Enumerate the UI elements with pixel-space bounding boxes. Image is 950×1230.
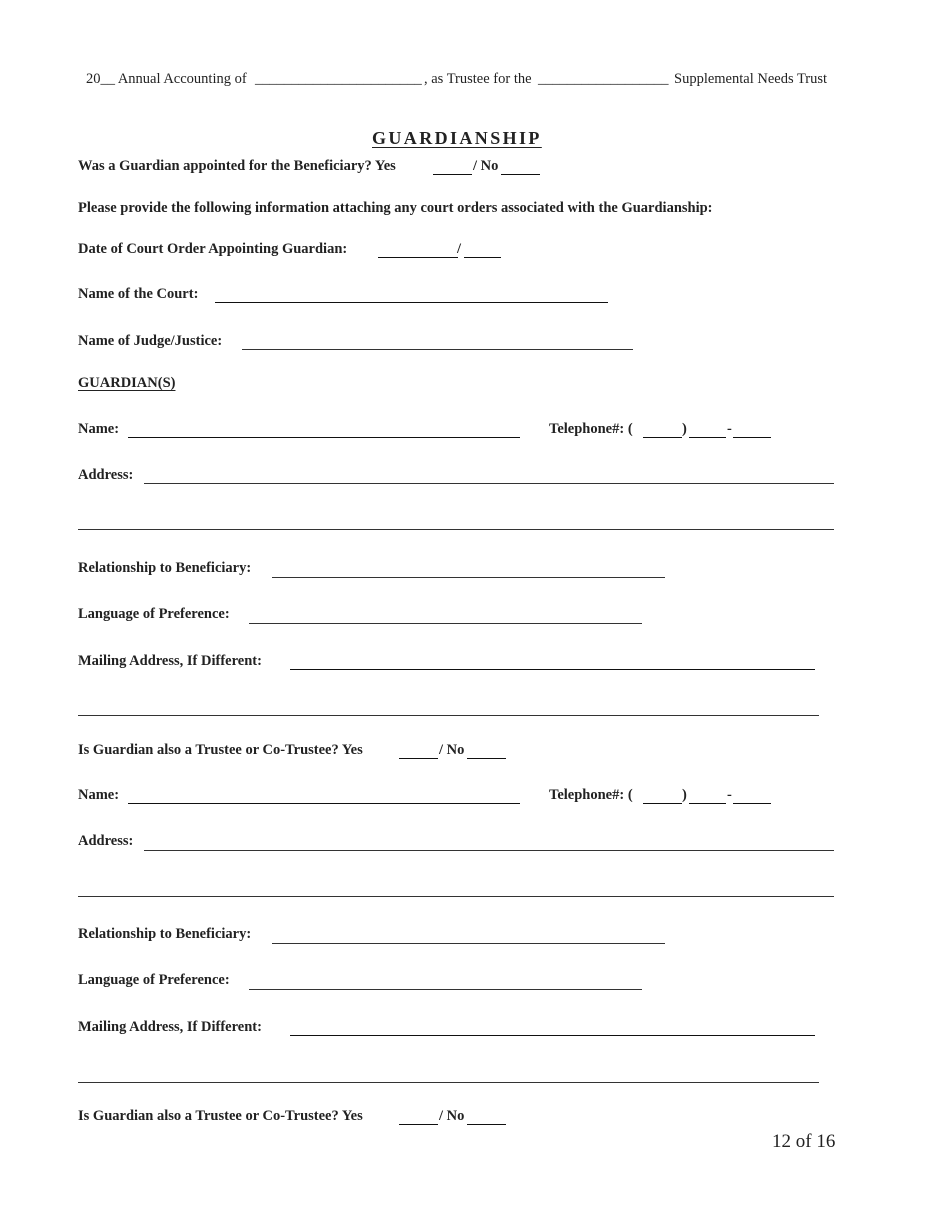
guardian-2-language-field[interactable] xyxy=(249,989,642,990)
guardian-1-language-field[interactable] xyxy=(249,623,642,624)
guardian-2-trustee-question: Is Guardian also a Trustee or Co-Trustee? Yes xyxy=(78,1108,363,1124)
court-order-date-month-blank[interactable] xyxy=(378,257,458,258)
guardian-2-phone-dash: - xyxy=(727,787,732,803)
guardian-1-address-label: Address: xyxy=(78,467,134,483)
guardian-2-address-field-line-2[interactable] xyxy=(78,896,834,897)
court-name-field[interactable] xyxy=(215,302,608,303)
court-order-date-label: Date of Court Order Appointing Guardian: xyxy=(78,241,348,257)
guardian-appointed-no-label: / No xyxy=(473,158,499,174)
header-prefix: 20__ Annual Accounting of xyxy=(86,71,247,87)
guardian-1-phone-area-blank[interactable] xyxy=(643,437,682,438)
guardian-1-name-field[interactable] xyxy=(128,437,520,438)
guardian-1-trustee-question: Is Guardian also a Trustee or Co-Trustee? Yes xyxy=(78,742,363,758)
header-suffix: Supplemental Needs Trust xyxy=(674,71,828,87)
court-order-date-separator: / xyxy=(457,241,462,257)
guardian-2-trustee-no-label: / No xyxy=(439,1108,465,1124)
page-number: 12 of 16 xyxy=(772,1131,836,1152)
guardian-appointed-yes-blank[interactable] xyxy=(433,174,472,175)
guardian-1-address-field-line-2[interactable] xyxy=(78,529,834,530)
guardian-2-mailing-field-line-2[interactable] xyxy=(78,1082,819,1083)
guardian-1-mailing-label: Mailing Address, If Different: xyxy=(78,653,262,669)
guardians-heading: GUARDIAN(S) xyxy=(78,375,176,391)
guardian-2-relationship-label: Relationship to Beneficiary: xyxy=(78,926,252,942)
guardian-2-trustee-no-blank[interactable] xyxy=(467,1124,506,1125)
guardian-2-name-field[interactable] xyxy=(128,803,520,804)
guardian-1-trustee-no-label: / No xyxy=(439,742,465,758)
header-beneficiary-blank[interactable]: _______________________ xyxy=(255,71,422,87)
court-order-date-year-blank[interactable] xyxy=(464,257,501,258)
court-name-label: Name of the Court: xyxy=(78,286,199,302)
guardian-2-language-label: Language of Preference: xyxy=(78,972,230,988)
guardian-2-phone-prefix-blank[interactable] xyxy=(689,803,726,804)
guardian-appointed-question: Was a Guardian appointed for the Beneficiary? Yes xyxy=(78,158,396,174)
guardian-1-mailing-field[interactable] xyxy=(290,669,815,670)
guardian-2-relationship-field[interactable] xyxy=(272,943,665,944)
guardian-1-phone-close: ) xyxy=(682,421,687,437)
guardian-2-mailing-field[interactable] xyxy=(290,1035,815,1036)
guardian-2-address-field[interactable] xyxy=(144,850,834,851)
guardian-2-phone-label: Telephone#: ( xyxy=(549,787,633,803)
guardian-2-phone-line-blank[interactable] xyxy=(733,803,771,804)
guardian-1-mailing-field-line-2[interactable] xyxy=(78,715,819,716)
guardian-2-trustee-yes-blank[interactable] xyxy=(399,1124,438,1125)
guardian-1-phone-prefix-blank[interactable] xyxy=(689,437,726,438)
page-title: GUARDIANSHIP xyxy=(372,128,542,148)
instructions: Please provide the following information attaching any court orders associated with the Guardianship: xyxy=(78,200,713,216)
guardian-2-name-label: Name: xyxy=(78,787,120,803)
guardian-1-relationship-field[interactable] xyxy=(272,577,665,578)
guardian-2-mailing-label: Mailing Address, If Different: xyxy=(78,1019,262,1035)
guardian-2-phone-area-blank[interactable] xyxy=(643,803,682,804)
header-trust-blank[interactable]: __________________ xyxy=(538,71,669,87)
guardian-2-address-label: Address: xyxy=(78,833,134,849)
judge-name-label: Name of Judge/Justice: xyxy=(78,333,223,349)
guardian-1-name-label: Name: xyxy=(78,421,120,437)
guardian-1-language-label: Language of Preference: xyxy=(78,606,230,622)
guardian-1-relationship-label: Relationship to Beneficiary: xyxy=(78,560,252,576)
guardian-appointed-no-blank[interactable] xyxy=(501,174,540,175)
guardian-1-address-field[interactable] xyxy=(144,483,834,484)
guardian-1-trustee-yes-blank[interactable] xyxy=(399,758,438,759)
guardian-1-phone-dash: - xyxy=(727,421,732,437)
guardian-1-phone-label: Telephone#: ( xyxy=(549,421,633,437)
guardian-1-trustee-no-blank[interactable] xyxy=(467,758,506,759)
guardian-2-phone-close: ) xyxy=(682,787,687,803)
judge-name-field[interactable] xyxy=(242,349,633,350)
header-middle: , as Trustee for the xyxy=(424,71,532,87)
guardian-1-phone-line-blank[interactable] xyxy=(733,437,771,438)
